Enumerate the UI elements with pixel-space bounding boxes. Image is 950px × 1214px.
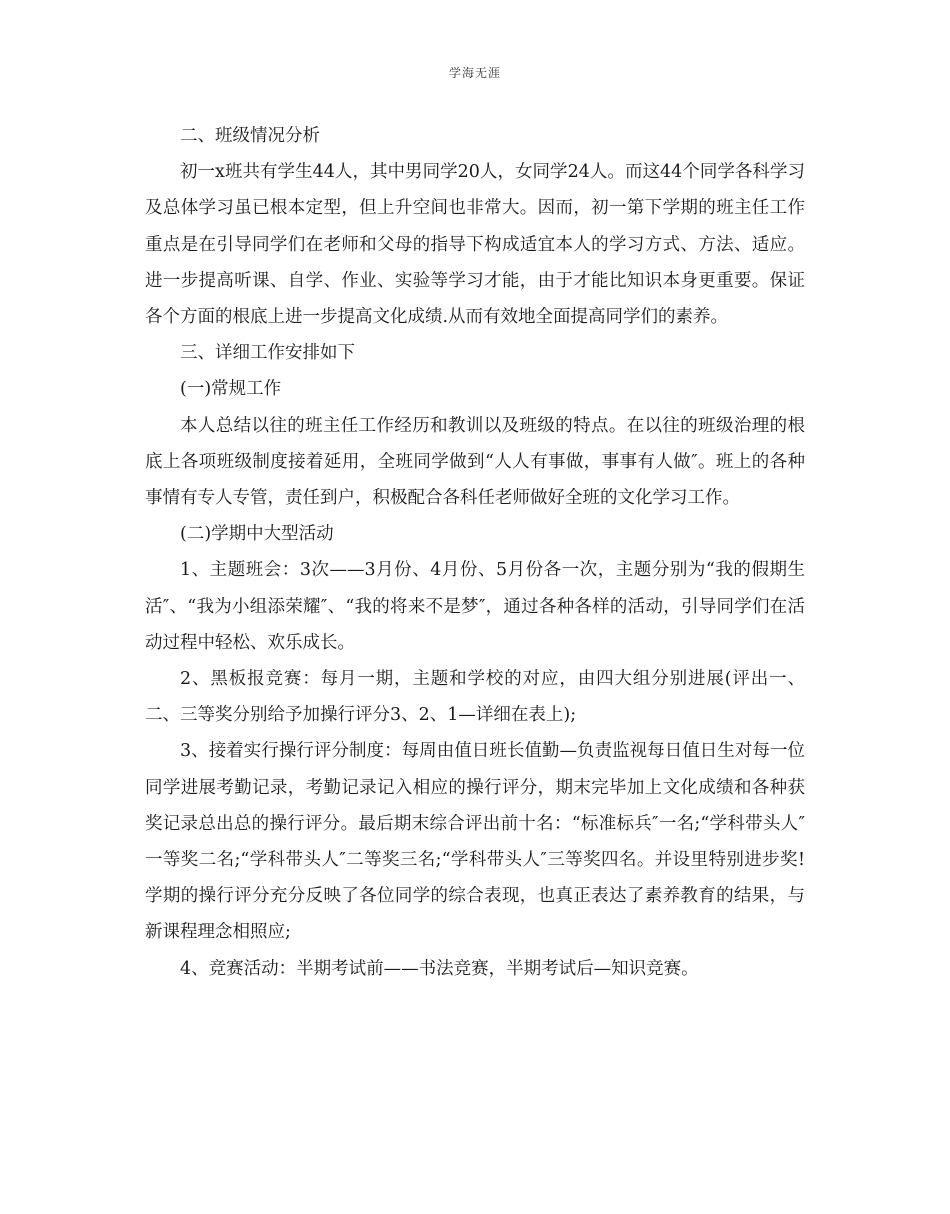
- paragraph-blackboard-contest: 2、黑板报竞赛：每月一期，主题和学校的对应，由四大组分别进展(评出一、二、三等奖分别给予加操行评分3、2、1—详细在表上);: [145, 669, 805, 726]
- subheading-major-activities: (二)学期中大型活动: [180, 524, 334, 545]
- paragraph-conduct-scoring: 3、接着实行操行评分制度：每周由值日班长值勤—负责监视每日值日生对每一位同学进展考勤记录，考勤记录记入相应的操行评分，期末完毕加上文化成绩和各种获奖记录总出总的操行评分。最后期末综合评出前十名：“标准标兵″一名;“学科带头人″一等奖二名;“学科带头人″二等奖三名;“学科带头人″三等奖四名。并设里特别进步奖!学期的操行评分充分反映了各位同学的综合表现，也真正表达了素养教育的结果，与新课程理念相照应;: [145, 741, 805, 943]
- section-heading-work-plan: 三、详细工作安排如下: [180, 343, 355, 364]
- paragraph-routine-work: 本人总结以往的班主任工作经历和教训以及班级的特点。在以往的班级治理的根底上各项班级制度接着延用，全班同学做到“人人有事做，事事有人做″。班上的各种事情有专人专管，责任到户，积极配合各科任老师做好全班的文化学习工作。: [145, 415, 805, 509]
- paragraph-class-analysis: 初一x班共有学生44人，其中男同学20人，女同学24人。而这44个同学各科学习及总体学习虽已根本定型，但上升空间也非常大。因而，初一第下学期的班主任工作重点是在引导同学们在老师和父母的指导下构成适宜本人的学习方式、方法、适应。进一步提高听课、自学、作业、实验等学习才能，由于才能比知识本身更重要。保证各个方面的根底上进一步提高文化成绩.从而有效地全面提高同学们的素养。: [145, 162, 805, 328]
- paragraph-theme-meetings: 1、主题班会：3次——3月份、4月份、5月份各一次，主题分别为“我的假期生活″、“我为小组添荣耀″、“我的将来不是梦″，通过各种各样的活动，引导同学们在活动过程中轻松、欢乐成长。: [145, 560, 805, 653]
- page-header: 学海无涯: [448, 66, 501, 80]
- section-heading-class-analysis: 二、班级情况分析: [180, 126, 320, 146]
- subheading-routine-work: (一)常规工作: [180, 379, 282, 400]
- document-body: [145, 118, 805, 987]
- paragraph-competitions: 4、竞赛活动：半期考试前——书法竞赛，半期考试后—知识竞赛。: [180, 958, 699, 979]
